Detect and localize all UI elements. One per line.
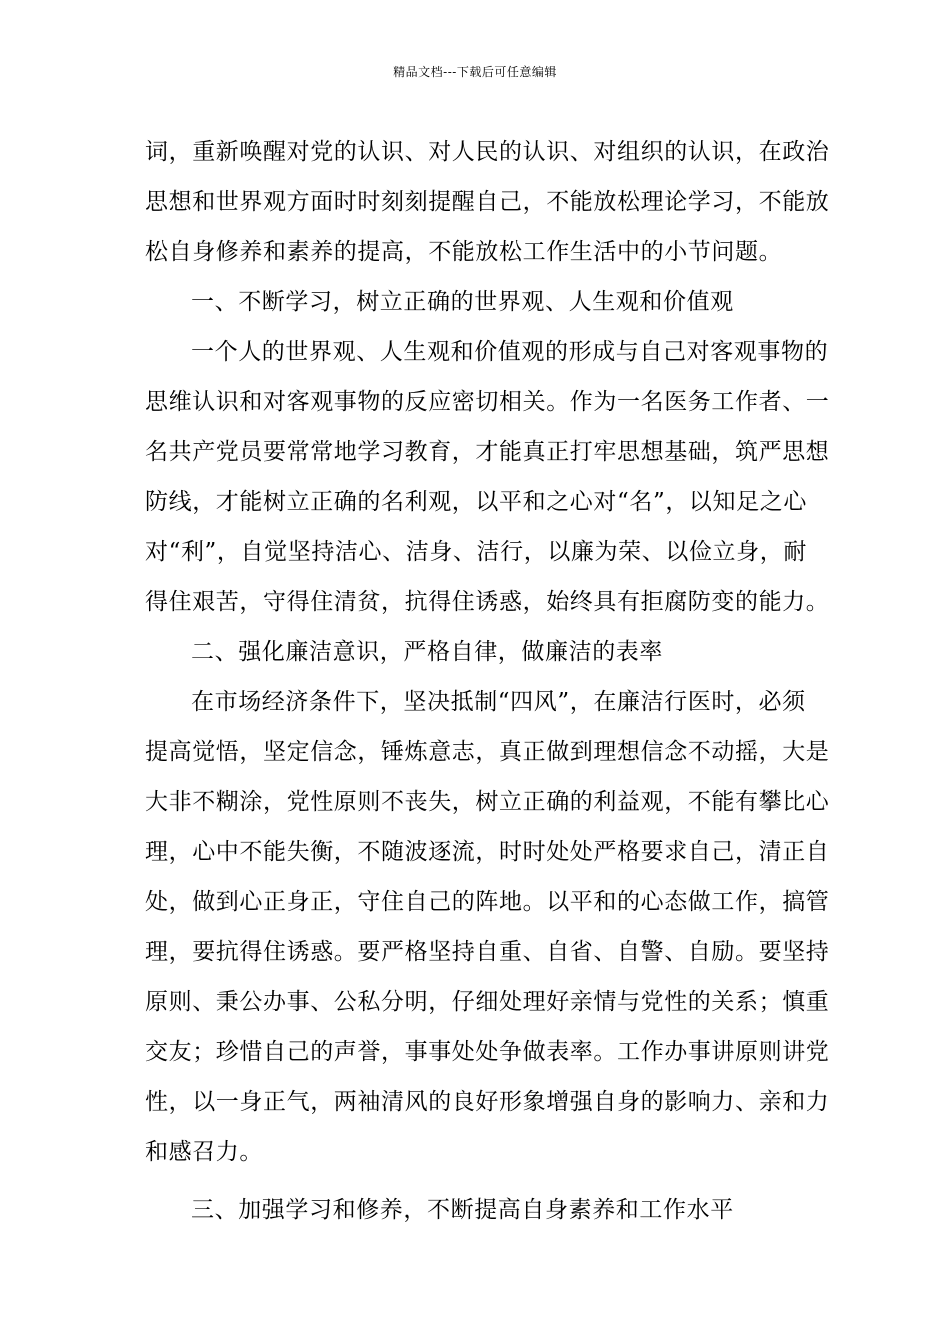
text-line: 交友；珍惜自己的声誉，事事处处争做表率。工作办事讲原则讲党 [145,1039,830,1065]
page-header: 精品文档---下载后可任意编辑 [393,65,557,79]
section-heading-3: 三、加强学习和修养，不断提高自身素养和工作水平 [191,1197,734,1223]
section-heading-2: 二、强化廉洁意识，严格自律，做廉洁的表率 [191,639,663,665]
text-line: 松自身修养和素养的提高，不能放松工作生活中的小节问题。 [145,239,783,265]
text-line: 性，以一身正气，两袖清风的良好形象增强自身的影响力、亲和力 [145,1089,830,1115]
text-line: 防线，才能树立正确的名利观，以平和之心对“名”，以知足之心 [145,489,807,515]
text-line: 词，重新唤醒对党的认识、对人民的认识、对组织的认识，在政治 [145,139,830,165]
text-line: 提高觉悟，坚定信念，锤炼意志，真正做到理想信念不动摇，大是 [145,739,830,765]
text-line: 原则、秉公办事、公私分明，仔细处理好亲情与党性的关系；慎重 [145,989,830,1015]
text-line: 思想和世界观方面时时刻刻提醒自己，不能放松理论学习，不能放 [145,189,830,215]
document-body [145,127,830,1235]
text-line: 处，做到心正身正，守住自己的阵地。以平和的心态做工作，搞管 [145,889,830,915]
text-line: 大非不糊涂，党性原则不丧失，树立正确的利益观，不能有攀比心 [145,789,830,815]
text-line: 理，心中不能失衡，不随波逐流，时时处处严格要求自己，清正自 [145,839,830,865]
paragraph-start: 一个人的世界观、人生观和价值观的形成与自己对客观事物的 [191,339,829,365]
text-line: 和感召力。 [145,1139,263,1165]
section-heading-1: 一、不断学习，树立正确的世界观、人生观和价值观 [191,289,734,315]
text-line: 得住艰苦，守得住清贫，抗得住诱惑，始终具有拒腐防变的能力。 [145,589,830,615]
paragraph-start: 在市场经济条件下，坚决抵制“四风”，在廉洁行医时，必须 [191,689,806,715]
text-line: 理，要抗得住诱惑。要严格坚持自重、自省、自警、自励。要坚持 [145,939,830,965]
text-line: 对“利”，自觉坚持洁心、洁身、洁行，以廉为荣、以俭立身，耐 [145,539,807,565]
text-line: 思维认识和对客观事物的反应密切相关。作为一名医务工作者、一 [145,389,830,415]
text-line: 名共产党员要常常地学习教育，才能真正打牢思想基础，筑严思想 [145,439,830,465]
